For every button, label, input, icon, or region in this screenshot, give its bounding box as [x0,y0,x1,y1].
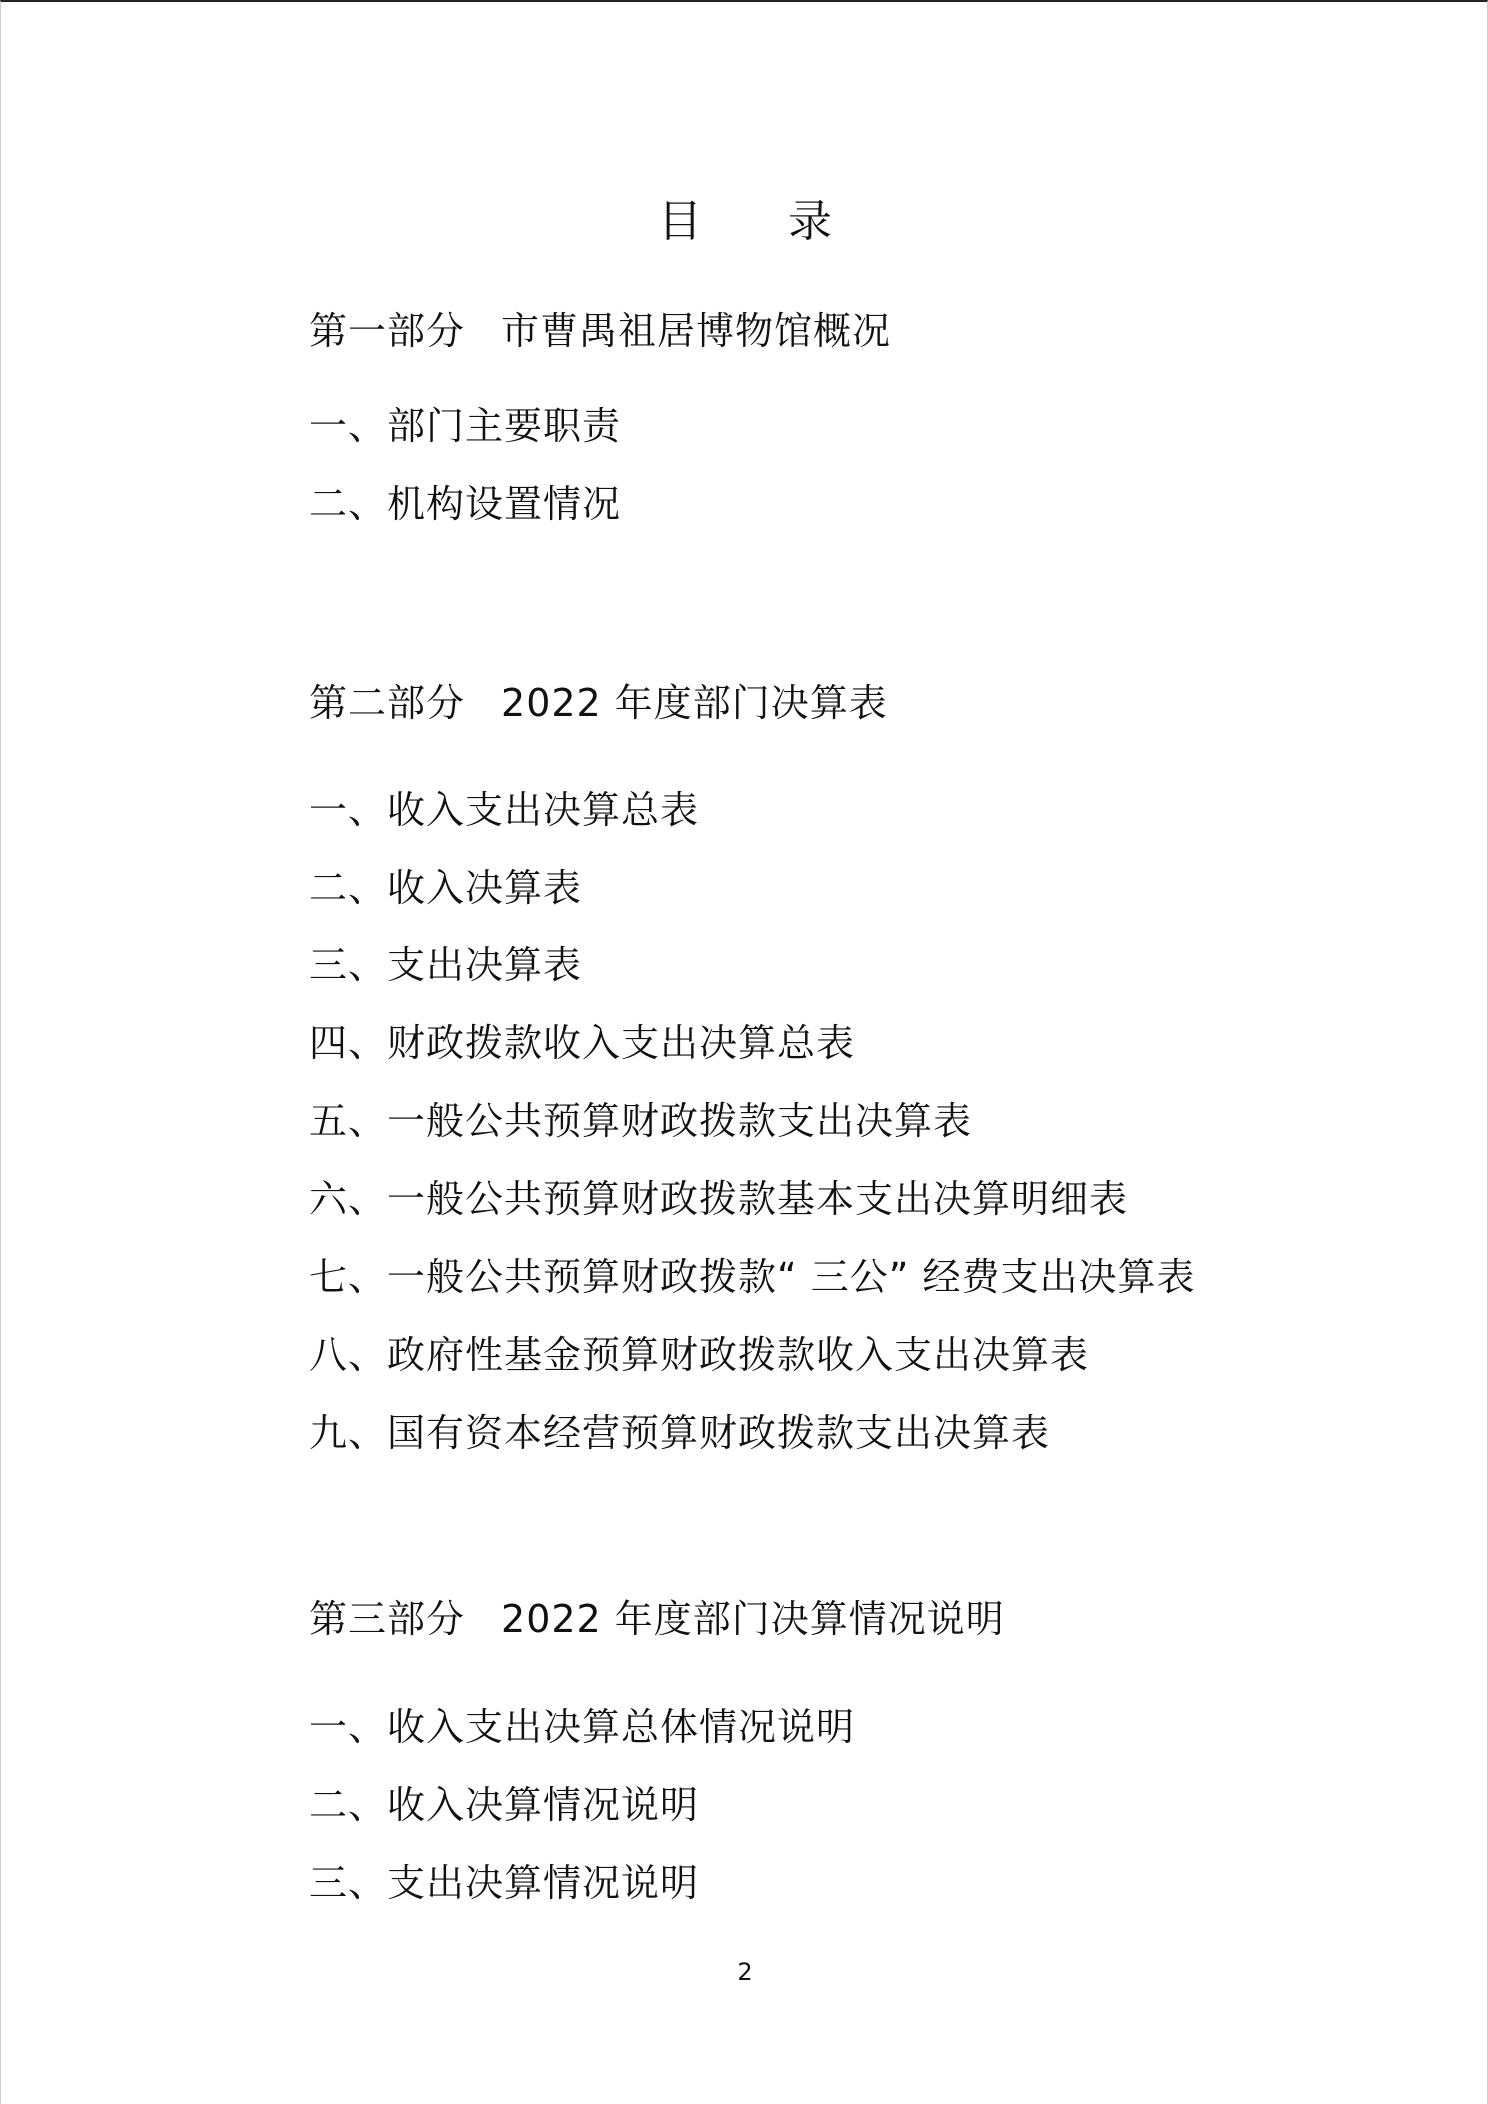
toc-entry: 二、收入决算情况说明 [309,1783,700,1827]
part1-heading-label: 第一部分 [309,309,466,353]
toc-entry: 九、国有资本经营预算财政拨款支出决算表 [309,1411,1051,1455]
toc-entry: 三、支出决算表 [309,943,583,987]
toc-entry: 一、收入支出决算总体情况说明 [309,1705,856,1749]
toc-entry: 一、收入支出决算总表 [309,788,700,832]
part3-heading-text: 2022 年度部门决算情况说明 [501,1597,1005,1641]
toc-entry: 三、支出决算情况说明 [309,1861,700,1905]
toc-title [1,192,1488,252]
part1-heading-text: 市曹禺祖居博物馆概况 [501,309,892,353]
toc-entry: 六、一般公共预算财政拨款基本支出决算明细表 [309,1177,1129,1221]
toc-entry: 二、机构设置情况 [309,482,622,526]
toc-entry: 一、部门主要职责 [309,404,622,448]
page-number: 2 [737,1958,753,1986]
toc-entry: 二、收入决算表 [309,866,583,910]
part2-heading-label: 第二部分 [309,681,466,725]
part1-heading [309,306,891,356]
toc-title-char-1: 目 [658,196,702,247]
part2-heading-text: 2022 年度部门决算表 [501,681,888,725]
toc-entry: 五、一般公共预算财政拨款支出决算表 [309,1099,973,1143]
toc-entry: 四、财政拨款收入支出决算总表 [309,1021,856,1065]
toc-entry: 七、一般公共预算财政拨款“ 三公” 经费支出决算表 [309,1255,1196,1299]
part3-heading-label: 第三部分 [309,1597,466,1641]
part3-heading [309,1594,1005,1644]
part2-heading [309,678,888,728]
toc-entry: 八、政府性基金预算财政拨款收入支出决算表 [309,1333,1090,1377]
toc-title-char-2: 录 [788,196,832,247]
